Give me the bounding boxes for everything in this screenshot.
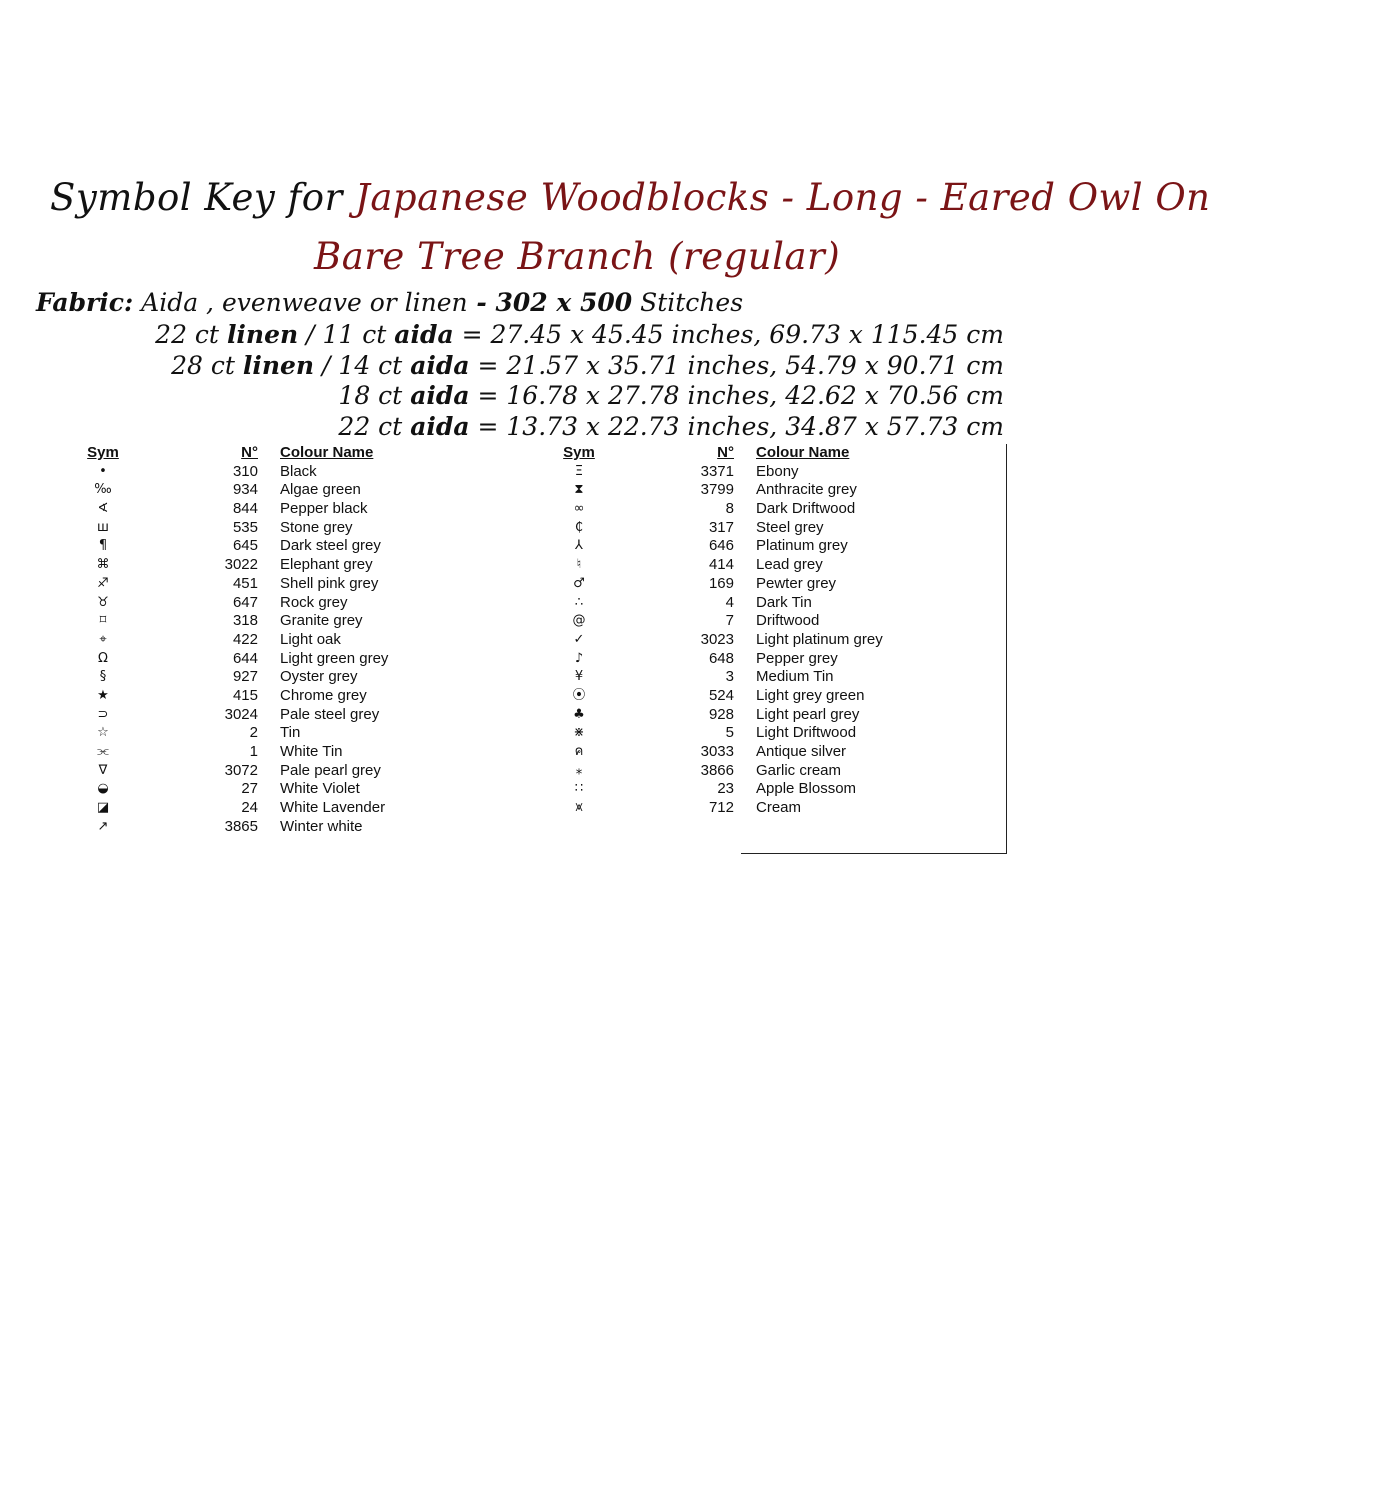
- stitch-symbol: ⌑: [99, 613, 107, 629]
- stitch-symbol: ш: [97, 519, 109, 535]
- table-row: [538, 706, 1008, 725]
- table-row: [62, 519, 462, 538]
- table-row: [62, 799, 462, 818]
- stitch-symbol: ∷: [574, 781, 584, 797]
- size-fabric: aida: [410, 381, 470, 410]
- colour-name: White Tin: [280, 743, 343, 760]
- colour-name: Winter white: [280, 817, 363, 835]
- header-number: N°: [717, 444, 734, 461]
- floss-number: 524: [708, 686, 734, 704]
- floss-number: 644: [232, 649, 258, 667]
- colour-name: Dark Driftwood: [756, 500, 856, 518]
- colour-name: Dark steel grey: [280, 537, 381, 555]
- stitch-symbol: ‰: [94, 482, 112, 498]
- colour-name: Light grey green: [756, 686, 865, 704]
- table-row: [538, 668, 1008, 687]
- stitch-symbol: ⊃: [97, 706, 109, 722]
- stitch-symbol: ↗: [97, 818, 109, 834]
- page-title-line-2: [0, 235, 1374, 278]
- table-row: [62, 631, 462, 650]
- floss-number: 3024: [224, 705, 258, 723]
- stitch-symbol: ♣: [573, 706, 585, 722]
- stitch-symbol: ¥: [574, 669, 584, 685]
- table-row: [62, 612, 462, 631]
- floss-number: 5: [725, 724, 734, 742]
- floss-number: 7: [725, 612, 734, 630]
- floss-number: 414: [708, 556, 734, 574]
- header-sym: Sym: [87, 444, 119, 461]
- size-separator: / 14 ct: [314, 351, 411, 380]
- colour-name: Anthracite grey: [756, 481, 857, 499]
- table-row: [62, 668, 462, 687]
- floss-number: 3865: [224, 817, 258, 835]
- colour-name: Antique silver: [756, 743, 847, 760]
- fabric-label: Fabric:: [36, 288, 134, 317]
- stitch-symbol: ♉: [97, 594, 109, 610]
- table-row: [62, 706, 462, 725]
- floss-number: 2: [249, 724, 258, 742]
- stitch-symbol: ⌘: [96, 557, 110, 573]
- table-row: [62, 463, 462, 482]
- size-dimensions: = 27.45 x 45.45 inches, 69.73 x 115.45 cm: [453, 320, 1004, 349]
- stitch-count: 302 x 500: [495, 288, 633, 317]
- floss-number: 647: [232, 593, 258, 611]
- colour-name: Steel grey: [756, 518, 824, 536]
- stitch-symbol: ⁎: [575, 762, 583, 778]
- colour-name: Pale pearl grey: [280, 761, 381, 779]
- floss-number: 648: [708, 649, 734, 667]
- stitch-word: Stitches: [632, 288, 744, 317]
- colour-name: Garlic cream: [756, 761, 842, 779]
- colour-name: Cream: [756, 799, 802, 817]
- floss-number: 3022: [224, 556, 258, 574]
- table-row: [538, 631, 1008, 650]
- stitch-symbol: @: [572, 613, 586, 629]
- header-sym: Sym: [563, 444, 595, 461]
- size-fabric-2: aida: [394, 320, 454, 349]
- symbol-key-table-right: [538, 444, 1008, 818]
- colour-name: Chrome grey: [280, 686, 367, 704]
- colour-name: Shell pink grey: [280, 574, 379, 592]
- size-fabric: linen: [226, 320, 299, 349]
- table-border-bottom: [741, 853, 1007, 854]
- stitch-symbol: ✓: [573, 631, 585, 647]
- colour-name: Elephant grey: [280, 556, 373, 574]
- size-count: 22 ct: [338, 412, 411, 441]
- table-row: [538, 519, 1008, 538]
- stitch-symbol: ⩙: [575, 800, 583, 816]
- table-row: [62, 556, 462, 575]
- size-count: 18 ct: [338, 381, 411, 410]
- header-number: N°: [241, 444, 258, 461]
- table-row: [62, 743, 462, 762]
- colour-name: Stone grey: [280, 518, 353, 536]
- colour-name: Ebony: [756, 462, 799, 480]
- colour-name: Pepper grey: [756, 649, 838, 667]
- colour-name: Driftwood: [756, 612, 820, 630]
- pattern-name-line-1: Japanese Woodblocks - Long - Eared Owl On: [355, 176, 1211, 219]
- floss-number: 451: [232, 574, 258, 592]
- size-line: [155, 320, 1004, 349]
- floss-number: 3866: [700, 761, 734, 779]
- stitch-symbol: ⧗: [574, 482, 584, 498]
- size-dimensions: = 13.73 x 22.73 inches, 34.87 x 57.73 cm: [469, 412, 1004, 441]
- stitch-symbol: ⌖: [99, 631, 107, 647]
- table-row: [538, 556, 1008, 575]
- stitch-symbol: ∞: [573, 501, 585, 517]
- floss-number: 27: [241, 780, 258, 798]
- size-count: 28 ct: [171, 351, 243, 380]
- floss-number: 3072: [224, 761, 258, 779]
- table-row: [538, 500, 1008, 519]
- stitch-symbol: •: [99, 463, 107, 479]
- table-row: [62, 481, 462, 500]
- floss-number: 712: [708, 799, 734, 817]
- colour-name: Pepper black: [280, 500, 368, 518]
- size-line: [171, 351, 1004, 380]
- table-row: [538, 575, 1008, 594]
- stitch-symbol: ∢: [97, 501, 109, 517]
- floss-number: 3033: [700, 743, 734, 760]
- floss-number: 317: [708, 518, 734, 536]
- floss-number: 4: [725, 593, 734, 611]
- colour-name: Light platinum grey: [756, 630, 883, 648]
- stitch-symbol: §: [99, 669, 107, 685]
- size-dimensions: = 16.78 x 27.78 inches, 42.62 x 70.56 cm: [469, 381, 1004, 410]
- size-line: [338, 381, 1004, 410]
- colour-name: Light oak: [280, 630, 341, 648]
- floss-number: 8: [725, 500, 734, 518]
- table-row: [538, 743, 1008, 762]
- fabric-info: [36, 288, 743, 317]
- table-border-right: [1006, 444, 1007, 854]
- size-count: 22 ct: [155, 320, 227, 349]
- colour-name: Rock grey: [280, 593, 348, 611]
- colour-name: Platinum grey: [756, 537, 848, 555]
- size-fabric: aida: [410, 412, 470, 441]
- table-header: [538, 444, 1008, 463]
- floss-number: 1: [249, 743, 258, 760]
- floss-number: 3799: [700, 481, 734, 499]
- stitch-symbol: ₵: [574, 519, 584, 535]
- stitch-symbol: ค: [574, 744, 584, 759]
- floss-number: 318: [232, 612, 258, 630]
- stitch-symbol: ◪: [96, 800, 110, 816]
- stitch-symbol: ∴: [574, 594, 584, 610]
- stitch-symbol: Ξ: [574, 463, 584, 479]
- header-colour-name: Colour Name: [280, 444, 374, 461]
- floss-number: 927: [232, 668, 258, 686]
- stitch-symbol: ★: [97, 687, 109, 703]
- stitch-symbol: ♮: [576, 557, 582, 573]
- colour-name: White Violet: [280, 780, 360, 798]
- size-separator: / 11 ct: [298, 320, 395, 349]
- floss-number: 422: [232, 630, 258, 648]
- stitch-symbol: ♂: [573, 575, 585, 591]
- pattern-name-line-2: Bare Tree Branch (regular): [314, 235, 841, 278]
- colour-name: Tin: [280, 724, 301, 742]
- table-row: [538, 594, 1008, 613]
- stitch-symbol: ⅄: [575, 538, 583, 554]
- floss-number: 3371: [700, 462, 734, 480]
- stitch-symbol: ⫘: [97, 744, 109, 759]
- floss-number: 169: [708, 574, 734, 592]
- title-prefix: Symbol Key for: [50, 176, 356, 219]
- fabric-types: Aida , evenweave or linen: [141, 288, 468, 317]
- floss-number: 646: [708, 537, 734, 555]
- table-row: [538, 463, 1008, 482]
- table-row: [538, 612, 1008, 631]
- stitch-symbol: ⋇: [573, 725, 585, 741]
- page-title: [0, 176, 1211, 219]
- fabric-dash: -: [467, 288, 496, 317]
- stitch-symbol: ♪: [574, 650, 584, 666]
- table-row: [538, 537, 1008, 556]
- table-row: [538, 724, 1008, 743]
- floss-number: 3023: [700, 630, 734, 648]
- colour-name: White Lavender: [280, 799, 386, 817]
- colour-name: Algae green: [280, 481, 361, 499]
- table-row: [538, 650, 1008, 669]
- floss-number: 415: [232, 686, 258, 704]
- stitch-symbol: ◒: [97, 781, 109, 797]
- table-row: [538, 762, 1008, 781]
- floss-number: 24: [241, 799, 258, 817]
- floss-number: 844: [232, 500, 258, 518]
- floss-number: 535: [232, 518, 258, 536]
- table-row: [62, 537, 462, 556]
- table-row: [62, 724, 462, 743]
- table-row: [538, 481, 1008, 500]
- stitch-symbol: ¶: [98, 538, 108, 554]
- colour-name: Pewter grey: [756, 574, 837, 592]
- colour-name: Light green grey: [280, 649, 389, 667]
- floss-number: 645: [232, 537, 258, 555]
- stitch-symbol: ⦿: [572, 687, 586, 703]
- stitch-symbol: Ω: [98, 650, 108, 666]
- table-row: [62, 575, 462, 594]
- colour-name: Lead grey: [756, 556, 823, 574]
- table-row: [62, 780, 462, 799]
- colour-name: Pale steel grey: [280, 705, 380, 723]
- colour-name: Oyster grey: [280, 668, 358, 686]
- size-dimensions: = 21.57 x 35.71 inches, 54.79 x 90.71 cm: [469, 351, 1004, 380]
- stitch-symbol: ☆: [97, 725, 109, 741]
- table-row: [62, 818, 462, 837]
- table-row: [538, 687, 1008, 706]
- colour-name: Light pearl grey: [756, 705, 860, 723]
- table-row: [62, 594, 462, 613]
- table-row: [62, 687, 462, 706]
- table-row: [538, 799, 1008, 818]
- table-row: [62, 762, 462, 781]
- colour-name: Dark Tin: [756, 593, 812, 611]
- floss-number: 310: [232, 462, 258, 480]
- colour-name: Granite grey: [280, 612, 363, 630]
- size-fabric: linen: [242, 351, 315, 380]
- stitch-symbol: ♐: [97, 575, 109, 591]
- symbol-key-table-left: [62, 444, 462, 836]
- colour-name: Apple Blossom: [756, 780, 857, 798]
- colour-name: Light Driftwood: [756, 724, 857, 742]
- table-row: [62, 650, 462, 669]
- table-header: [62, 444, 462, 463]
- colour-name: Medium Tin: [756, 668, 834, 686]
- floss-number: 23: [717, 780, 734, 798]
- header-colour-name: Colour Name: [756, 444, 850, 461]
- floss-number: 934: [232, 481, 258, 499]
- floss-number: 928: [708, 705, 734, 723]
- size-fabric-2: aida: [410, 351, 470, 380]
- floss-number: 3: [725, 668, 734, 686]
- colour-name: Black: [280, 462, 317, 480]
- stitch-symbol: ∇: [98, 762, 108, 778]
- size-line: [338, 412, 1004, 441]
- table-row: [538, 780, 1008, 799]
- table-row: [62, 500, 462, 519]
